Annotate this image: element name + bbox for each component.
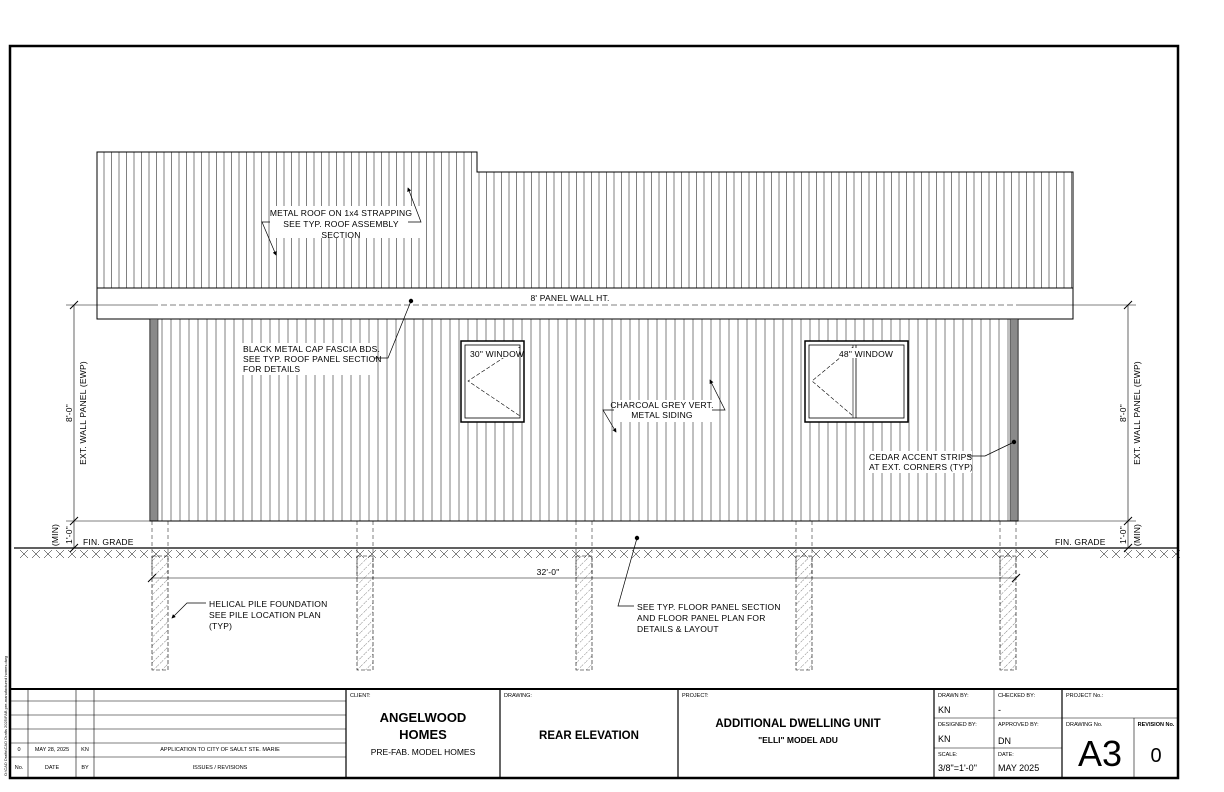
helical-pile: [152, 556, 168, 670]
cedar-accent-strip-right: [1010, 319, 1018, 521]
right-min-label: (MIN): [1132, 523, 1142, 547]
client-sub: PRE-FAB. MODEL HOMES: [370, 747, 476, 757]
note-pile: [172, 599, 327, 631]
date-value: MAY 2025: [998, 763, 1040, 773]
left-min-label: (MIN): [50, 523, 60, 547]
note-cedar-line2: AT EXT. CORNERS (TYP): [869, 462, 974, 472]
window-30: [461, 341, 524, 422]
helical-pile: [357, 556, 373, 670]
cedar-accent-strip-left: [150, 319, 158, 521]
drawn-by-value: KN: [938, 705, 951, 715]
checked-by-label: CHECKED BY:: [998, 693, 1035, 699]
revision-no-value: 0: [1150, 745, 1162, 767]
note-metal-roof-line2: SEE TYP. ROOF ASSEMBLY: [283, 219, 399, 229]
drawing-no-label: DRAWING No.: [1066, 722, 1103, 728]
designed-by-label: DESIGNED BY:: [938, 722, 977, 728]
title-block: [10, 689, 1178, 778]
note-siding-line1: CHARCOAL GREY VERT.: [610, 400, 714, 410]
rev-header-date: DATE: [44, 765, 60, 771]
panel-wall-ht-label: 8' PANEL WALL HT.: [530, 293, 610, 303]
left-min-height: 1'-0": [64, 526, 74, 544]
right-wall-label: EXT. WALL PANEL (EWP): [1132, 361, 1142, 465]
project-sub: "ELLI" MODEL ADU: [758, 735, 838, 745]
overall-length-label: 32'-0": [536, 567, 560, 577]
right-wall-height: 8'-0": [1118, 404, 1128, 422]
note-floor-line3: DETAILS & LAYOUT: [637, 624, 719, 634]
project-title: ADDITIONAL DWELLING UNIT: [715, 718, 881, 730]
note-fascia-line2: SEE TYP. ROOF PANEL SECTION: [243, 354, 382, 364]
drawing-title: REAR ELEVATION: [539, 730, 639, 742]
fin-grade-left: FIN. GRADE: [83, 537, 134, 547]
left-wall-label: EXT. WALL PANEL (EWP): [78, 361, 88, 465]
helical-pile: [1000, 556, 1016, 670]
note-floor-line1: SEE TYP. FLOOR PANEL SECTION: [637, 602, 781, 612]
window-48: [805, 341, 908, 422]
left-wall-height: 8'-0": [64, 404, 74, 422]
window-48-label: 48" WINDOW: [839, 349, 894, 359]
client-name-line2: HOMES: [399, 727, 447, 742]
client-name-line1: ANGELWOOD: [379, 710, 467, 725]
helical-pile: [576, 556, 592, 670]
note-fascia-line3: FOR DETAILS: [243, 364, 301, 374]
rev-header-no: No.: [14, 765, 24, 771]
project-label: PROJECT:: [682, 693, 709, 699]
date-label: DATE:: [998, 752, 1014, 758]
note-pile-line1: HELICAL PILE FOUNDATION: [209, 599, 328, 609]
note-siding-line2: METAL SIDING: [631, 410, 693, 420]
right-min-height: 1'-0": [1118, 526, 1128, 544]
approved-by-value: DN: [998, 736, 1011, 746]
note-metal-roof-line1: METAL ROOF ON 1x4 STRAPPING: [269, 208, 413, 218]
note-cedar-line1: CEDAR ACCENT STRIPS: [869, 452, 973, 462]
note-panel-wall-ht: [530, 293, 610, 303]
note-floor-line2: AND FLOOR PANEL PLAN FOR: [637, 613, 766, 623]
revisions-table: [10, 689, 346, 778]
scale-value: 3/8"=1'-0": [938, 763, 977, 773]
revision-no-label: REVISION No.: [1137, 722, 1175, 728]
left-height-dimension: [50, 301, 152, 552]
note-pile-line3: (TYP): [209, 621, 233, 631]
right-height-dimension: [1018, 301, 1142, 552]
note-pile-line2: SEE PILE LOCATION PLAN: [209, 610, 321, 620]
approved-by-label: APPROVED BY:: [998, 722, 1039, 728]
drawing-no-value: A3: [1077, 733, 1123, 774]
client-label: CLIENT:: [350, 693, 371, 699]
designed-by-value: KN: [938, 734, 951, 744]
rev-no: 0: [17, 747, 21, 753]
rev-header-by: BY: [81, 765, 89, 771]
helical-pile: [796, 556, 812, 670]
rev-date: MAY 28, 2025: [34, 747, 70, 753]
rev-header-desc: ISSUES / REVISIONS: [192, 765, 248, 771]
note-fascia-line1: BLACK METAL CAP FASCIA BDS.: [243, 344, 381, 354]
rev-by: KN: [81, 747, 89, 753]
rev-desc: APPLICATION TO CITY OF SAULT STE. MARIE: [160, 747, 280, 753]
drawn-by-label: DRAWN BY:: [938, 693, 969, 699]
scale-label: SCALE:: [938, 752, 958, 758]
project-no-label: PROJECT No.:: [1066, 693, 1104, 699]
window-30-label: 30" WINDOW: [470, 349, 525, 359]
note-metal-roof-line3: SECTION: [321, 230, 361, 240]
drawing-label: DRAWING:: [504, 693, 532, 699]
fin-grade-right: FIN. GRADE: [1055, 537, 1106, 547]
checked-by-value: -: [998, 705, 1001, 715]
file-path: O:\CAD Drafts\CAD Drafts 2025\FAB pre-manufactured homes.dwg: [3, 656, 8, 776]
